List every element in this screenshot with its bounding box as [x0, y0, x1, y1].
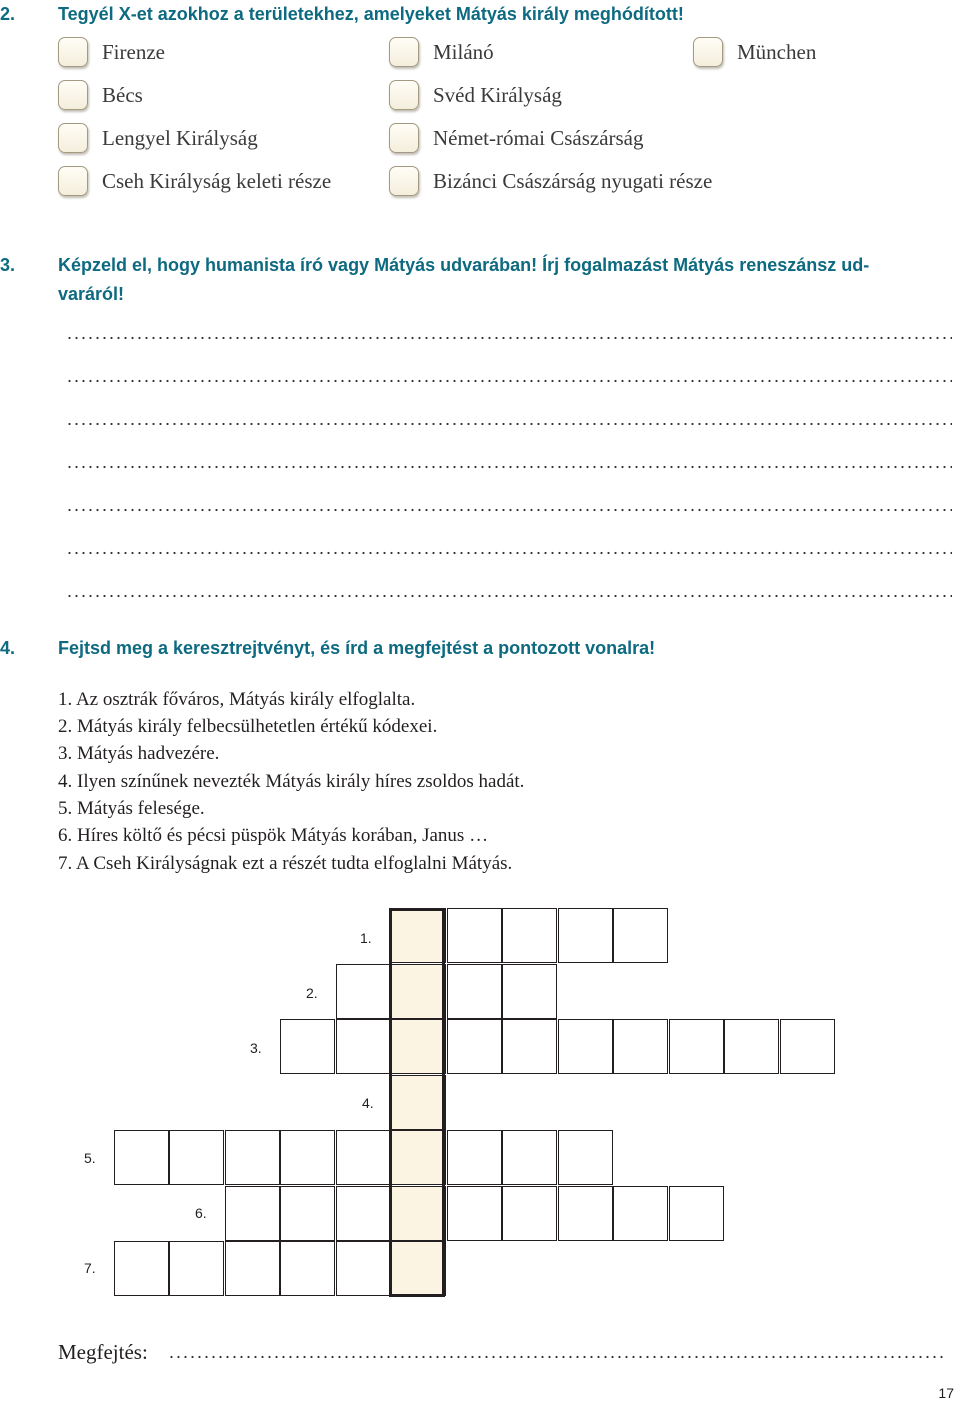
writing-line[interactable] [66, 462, 952, 472]
checkbox-label: Bécs [102, 82, 143, 107]
crossword-cell[interactable] [613, 1186, 668, 1241]
task3-number: 3. [0, 255, 16, 275]
checkbox-label: Milánó [433, 39, 494, 64]
crossword-row-label: 4. [362, 1095, 374, 1111]
writing-line[interactable] [66, 376, 952, 386]
checkbox-option[interactable] [58, 118, 258, 158]
crossword-cell[interactable] [780, 1019, 835, 1074]
crossword-cell[interactable] [336, 1186, 391, 1241]
task3-title-continued: varáról! [58, 284, 125, 304]
crossword-solution-cell[interactable] [391, 1130, 446, 1185]
crossword-cell[interactable] [280, 1019, 335, 1074]
crossword-row-label: 6. [195, 1205, 207, 1221]
checkbox-label: Svéd Királyság [433, 82, 562, 107]
checkbox-label: Német-római Császárság [433, 125, 644, 150]
crossword-cell[interactable] [336, 1241, 391, 1296]
checkbox-box[interactable] [389, 80, 419, 110]
checkbox-label: Lengyel Királyság [102, 125, 258, 150]
crossword-cell[interactable] [336, 1130, 391, 1185]
crossword-cell[interactable] [613, 1019, 668, 1074]
writing-line[interactable] [66, 419, 952, 429]
crossword-cell[interactable] [502, 1186, 557, 1241]
clue-1: 1. Az osztrák főváros, Mátyás király elfoglalta. [58, 689, 416, 710]
writing-line[interactable] [66, 333, 952, 343]
task4-number: 4. [0, 638, 16, 658]
crossword-solution-cell[interactable] [391, 908, 446, 963]
checkbox-option[interactable] [693, 32, 816, 72]
crossword-cell[interactable] [613, 908, 668, 963]
crossword-cell[interactable] [169, 1130, 224, 1185]
crossword-cell[interactable] [225, 1186, 280, 1241]
crossword-cell[interactable] [280, 1130, 335, 1185]
crossword-solution-cell[interactable] [391, 1241, 446, 1296]
crossword-cell[interactable] [669, 1186, 724, 1241]
task4-title: Fejtsd meg a keresztrejtvényt, és írd a megfejtést a pontozott vonalra! [58, 638, 656, 658]
solution-line[interactable] [168, 1352, 946, 1362]
clue-7: 7. A Cseh Királyságnak ezt a részét tudta elfoglalni Mátyás. [58, 853, 513, 874]
crossword-cell[interactable] [558, 908, 613, 963]
crossword-cell[interactable] [447, 1019, 502, 1074]
crossword-cell[interactable] [502, 1130, 557, 1185]
checkbox-option[interactable] [389, 32, 494, 72]
crossword-solution-cell[interactable] [391, 1186, 446, 1241]
crossword-solution-cell[interactable] [391, 1075, 446, 1130]
checkbox-option[interactable] [389, 118, 644, 158]
checkbox-box[interactable] [693, 37, 723, 67]
crossword-cell[interactable] [114, 1130, 169, 1185]
writing-line[interactable] [66, 548, 952, 558]
crossword-cell[interactable] [447, 1186, 502, 1241]
crossword-cell[interactable] [502, 908, 557, 963]
checkbox-box[interactable] [389, 37, 419, 67]
clue-6: 6. Híres költő és pécsi püspök Mátyás korában, Janus … [58, 825, 489, 846]
crossword-cell[interactable] [280, 1186, 335, 1241]
task3-title: Képzeld el, hogy humanista író vagy Mátyás udvarában! Írj fogalmazást Mátyás reneszánsz ud- [58, 255, 870, 275]
crossword-cell[interactable] [336, 964, 391, 1019]
crossword-cell[interactable] [114, 1241, 169, 1296]
checkbox-box[interactable] [58, 80, 88, 110]
crossword-cell[interactable] [502, 1019, 557, 1074]
checkbox-box[interactable] [58, 37, 88, 67]
crossword-cell[interactable] [280, 1241, 335, 1296]
crossword-cell[interactable] [336, 1019, 391, 1074]
crossword-row-label: 5. [84, 1150, 96, 1166]
crossword-cell[interactable] [724, 1019, 779, 1074]
checkbox-option[interactable] [58, 75, 143, 115]
crossword-cell[interactable] [225, 1130, 280, 1185]
clue-5: 5. Mátyás felesége. [58, 798, 205, 819]
writing-line[interactable] [66, 591, 952, 601]
checkbox-box[interactable] [58, 166, 88, 196]
crossword-row-label: 1. [360, 930, 372, 946]
crossword-cell[interactable] [447, 964, 502, 1019]
crossword-cell[interactable] [558, 1130, 613, 1185]
crossword-cell[interactable] [558, 1186, 613, 1241]
crossword-solution-cell[interactable] [391, 964, 446, 1019]
crossword-cell[interactable] [225, 1241, 280, 1296]
writing-line[interactable] [66, 505, 952, 515]
clue-3: 3. Mátyás hadvezére. [58, 743, 220, 764]
clue-4: 4. Ilyen színűnek nevezték Mátyás király híres zsoldos hadát. [58, 771, 525, 792]
crossword-cell[interactable] [447, 1130, 502, 1185]
checkbox-option[interactable] [389, 161, 712, 201]
crossword-row-label: 3. [250, 1040, 262, 1056]
checkbox-option[interactable] [58, 161, 331, 201]
crossword-row-label: 2. [306, 985, 318, 1001]
crossword-cell[interactable] [169, 1241, 224, 1296]
checkbox-label: München [737, 39, 817, 64]
crossword-solution-cell[interactable] [391, 1019, 446, 1074]
checkbox-option[interactable] [58, 32, 165, 72]
clue-2: 2. Mátyás király felbecsülhetetlen értékű kódexei. [58, 716, 438, 737]
solution-label: Megfejtés: [58, 1340, 148, 1364]
checkbox-label: Cseh Királyság keleti része [102, 168, 332, 193]
page-number: 17 [938, 1385, 954, 1401]
crossword-cell[interactable] [558, 1019, 613, 1074]
crossword-cell[interactable] [502, 964, 557, 1019]
checkbox-box[interactable] [389, 123, 419, 153]
crossword-cell[interactable] [669, 1019, 724, 1074]
task2-number: 2. [0, 4, 16, 24]
checkbox-box[interactable] [389, 166, 419, 196]
task2-title: Tegyél X-et azokhoz a területekhez, amelyeket Mátyás király meghódított! [58, 4, 684, 24]
crossword-row-label: 7. [84, 1260, 96, 1276]
checkbox-option[interactable] [389, 75, 562, 115]
crossword-cell[interactable] [447, 908, 502, 963]
checkbox-box[interactable] [58, 123, 88, 153]
checkbox-label: Bizánci Császárság nyugati része [433, 168, 713, 193]
checkbox-label: Firenze [102, 39, 165, 64]
